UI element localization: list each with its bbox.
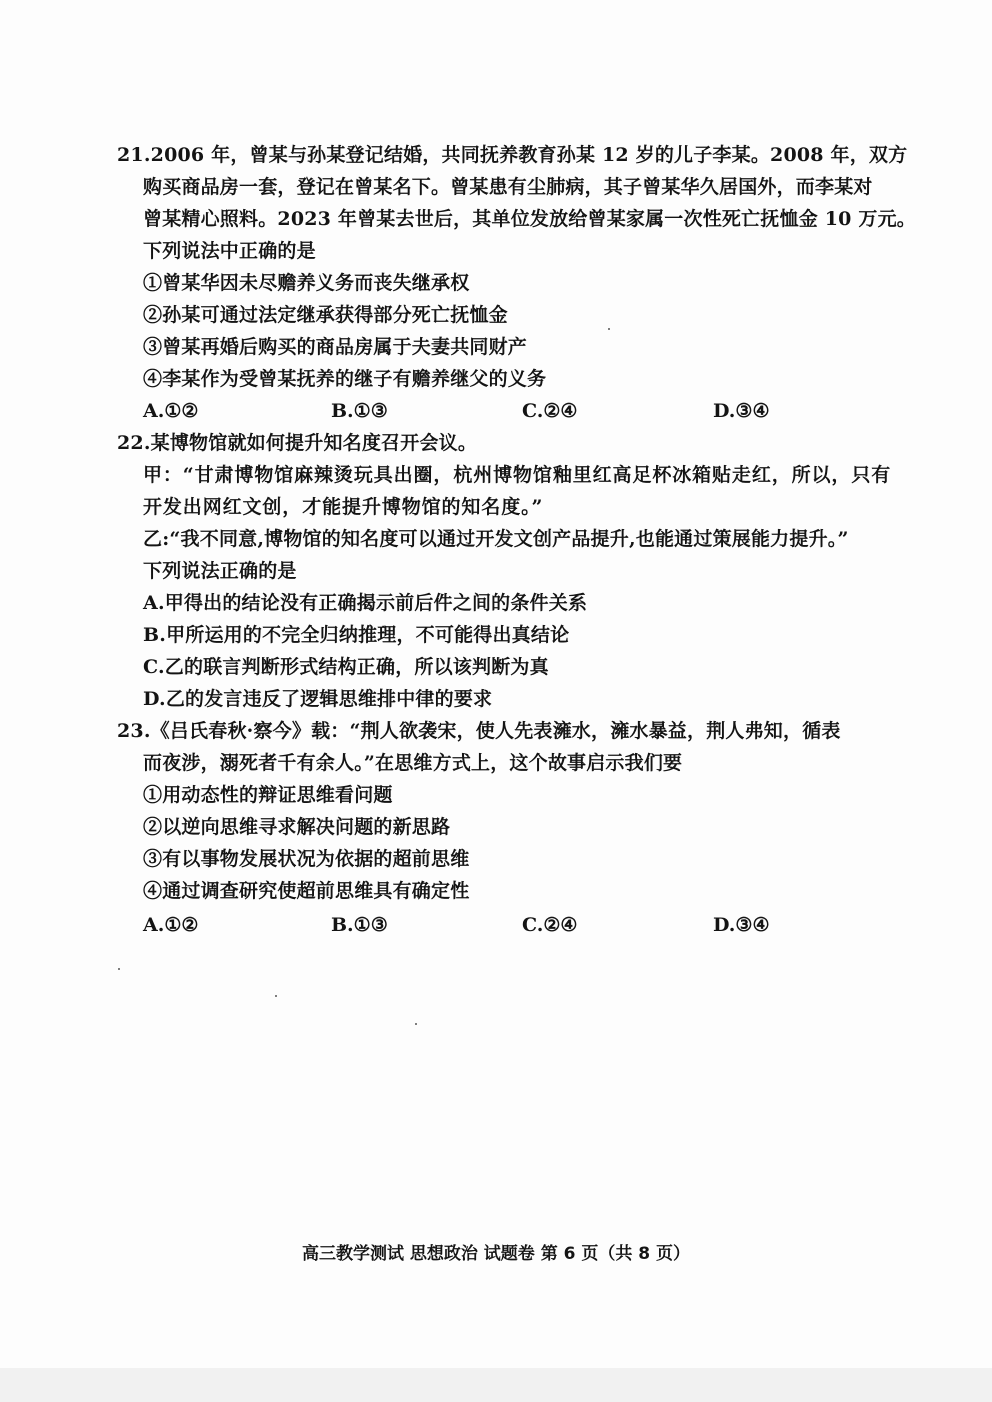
q22-yi-line: 乙:“我不同意,博物馆的知名度可以通过开发文创产品提升,也能通过策展能力提升。” <box>143 528 849 550</box>
q23-stem-line-2: 而夜涉，溺死者千有余人。”在思维方式上，这个故事启示我们要 <box>143 752 683 774</box>
q23-option-a: A.①② <box>143 914 199 936</box>
q21-option-d: D.③④ <box>713 400 770 422</box>
q21-stem-line-1: 21.2006 年，曾某与孙某登记结婚，共同抚养教育孙某 12 岁的儿子李某。2008 年，双方 <box>117 144 908 166</box>
q23-option-d: D.③④ <box>713 914 770 936</box>
scan-speck <box>608 328 610 330</box>
q21-statement-4: ④李某作为受曾某抚养的继子有赡养继父的义务 <box>143 368 547 390</box>
q21-option-c: C.②④ <box>522 400 578 422</box>
q23-option-c: C.②④ <box>522 914 578 936</box>
q23-stem-line-1: 23.《吕氏春秋·察今》载：“荆人欲袭宋，使人先表澭水，澭水暴益，荆人弗知，循表 <box>117 720 841 742</box>
q23-statement-2: ②以逆向思维寻求解决问题的新思路 <box>143 816 451 838</box>
q22-jia-line-1: 甲：“甘肃博物馆麻辣烫玩具出圈，杭州博物馆釉里红高足杯冰箱贴走红，所以，只有 <box>143 464 892 486</box>
q22-option-d: D.乙的发言违反了逻辑思维排中律的要求 <box>143 688 493 710</box>
q22-option-a: A.甲得出的结论没有正确揭示前后件之间的条件关系 <box>143 592 588 614</box>
q23-statement-1: ①用动态性的辩证思维看问题 <box>143 784 393 806</box>
page-footer: 高三教学测试 思想政治 试题卷 第 6 页（共 8 页） <box>301 1244 691 1264</box>
q22-stem: 22.某博物馆就如何提升知名度召开会议。 <box>117 432 478 454</box>
q21-prompt: 下列说法中正确的是 <box>143 240 316 262</box>
scan-speck <box>118 968 120 970</box>
q22-jia-line-2: 开发出网红文创，才能提升博物馆的知名度。” <box>143 496 544 518</box>
q21-option-b: B.①③ <box>331 400 388 422</box>
q21-stem-line-3: 曾某精心照料。2023 年曾某去世后，其单位发放给曾某家属一次性死亡抚恤金 10 万元。 <box>143 208 916 230</box>
scan-bottom-band <box>0 1368 992 1402</box>
q22-prompt: 下列说法正确的是 <box>143 560 297 582</box>
q21-option-a: A.①② <box>143 400 199 422</box>
q23-option-b: B.①③ <box>331 914 388 936</box>
scan-speck <box>275 995 277 997</box>
q21-statement-1: ①曾某华因未尽赡养义务而丧失继承权 <box>143 272 470 294</box>
q23-statement-3: ③有以事物发展状况为依据的超前思维 <box>143 848 470 870</box>
q22-option-b: B.甲所运用的不完全归纳推理，不可能得出真结论 <box>143 624 570 646</box>
q21-stem-line-2: 购买商品房一套，登记在曾某名下。曾某患有尘肺病，其子曾某华久居国外，而李某对 <box>143 176 873 198</box>
q21-statement-3: ③曾某再婚后购买的商品房属于夫妻共同财产 <box>143 336 528 358</box>
scan-speck <box>415 1023 417 1025</box>
q21-statement-2: ②孙某可通过法定继承获得部分死亡抚恤金 <box>143 304 508 326</box>
q22-option-c: C.乙的联言判断形式结构正确，所以该判断为真 <box>143 656 549 678</box>
q23-statement-4: ④通过调查研究使超前思维具有确定性 <box>143 880 470 902</box>
